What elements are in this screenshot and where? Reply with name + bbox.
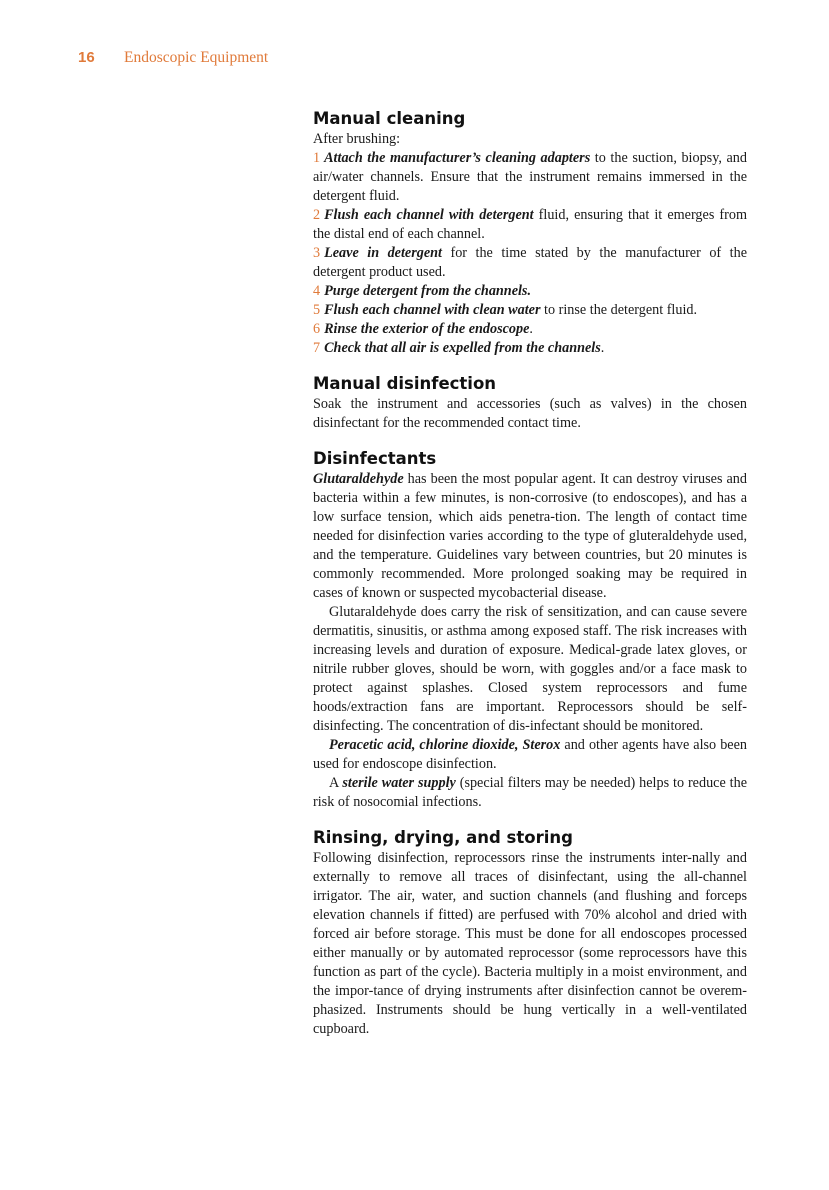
paragraph: Soak the instrument and accessories (such as valves) in the chosen disinfectant for the recommended contact time. — [313, 396, 747, 431]
list-item — [313, 301, 747, 320]
step-emphasis: Check that all air is expelled from the channels — [324, 340, 601, 356]
step-emphasis: Rinse the exterior of the endoscope — [324, 321, 530, 337]
step-number: 7 — [313, 340, 321, 356]
paragraph-text: (special filters may be needed) helps to reduce the risk of nosocomial infections. — [313, 775, 747, 810]
step-number: 2 — [313, 207, 321, 223]
step-number: 3 — [313, 245, 321, 261]
section-disinfectants — [313, 448, 747, 812]
section-heading: Manual disinfection — [313, 374, 497, 393]
paragraph — [313, 470, 747, 603]
term-sterile-water: sterile water supply — [342, 775, 456, 791]
term-other-agents: Peracetic acid, chlorine dioxide, Sterox — [329, 737, 561, 753]
step-emphasis: Flush each channel with detergent — [324, 207, 534, 223]
step-text: for the time stated by the manufacturer of the detergent product used. — [313, 245, 747, 280]
list-item — [313, 282, 747, 301]
chapter-title: Endoscopic Equipment — [124, 49, 269, 66]
step-emphasis: Attach the manufacturer’s cleaning adapters — [324, 150, 591, 166]
step-number: 5 — [313, 302, 321, 318]
section-intro: After brushing: — [313, 131, 401, 147]
list-item — [313, 149, 747, 206]
step-text: . — [600, 340, 605, 356]
step-emphasis: Flush each channel with clean water — [324, 302, 541, 318]
section-rinsing-drying-storing — [313, 827, 747, 1039]
list-item — [313, 339, 747, 358]
term-glutaraldehyde: Glutaraldehyde — [313, 471, 404, 487]
section-heading: Disinfectants — [313, 449, 437, 468]
step-emphasis: Leave in detergent — [324, 245, 442, 261]
page-number: 16 — [78, 49, 95, 66]
list-item — [313, 320, 747, 339]
list-item — [313, 206, 747, 244]
paragraph: Glutaraldehyde does carry the risk of sensitization, and can cause severe dermatitis, sinusitis, or asthma among exposed staff. The risk increases with increasing levels and duration of exposure. Medical-grade latex gloves, or nitrile rubber gloves, should be worn, with goggles and/or a face mask to protect against splashes. Closed system reprocessors and fume hoods/extraction fans are important. Reprocessors should be self-disinfecting. The concentration of dis-infectant should be monitored. — [313, 604, 747, 734]
cleaning-steps-list — [313, 149, 747, 358]
paragraph-text: A — [329, 775, 343, 791]
list-item — [313, 244, 747, 282]
paragraph-text: and other agents have also been used for endoscope disinfection. — [313, 737, 747, 772]
step-number: 4 — [313, 283, 321, 299]
section-heading: Manual cleaning — [313, 109, 466, 128]
paragraph — [313, 736, 747, 774]
step-text: . — [529, 321, 533, 337]
step-text: fluid, ensuring that it emerges from the distal end of each channel. — [313, 207, 747, 242]
main-text-column — [313, 108, 747, 1054]
paragraph: Following disinfection, reprocessors rinse the instruments inter-nally and externally to remove all traces of disinfectant, using the all-channel irrigator. The air, water, and suction channels (and flushing and forceps elevation channels if fitted) are perfused with 70% alcohol and dried with forced air before storage. This must be done for all endoscopes processed either manually or by automated reprocessor (some reprocessors have this function as part of the cycle). Bacteria multiply in a moist environment, and the impor-tance of drying instruments after disinfection cannot be overem-phasized. Instruments should be hung vertically in a well-ventilated cupboard. — [313, 850, 747, 1037]
paragraph — [313, 774, 747, 812]
section-manual-cleaning — [313, 108, 747, 358]
step-emphasis: Purge detergent from the channels. — [324, 283, 531, 299]
paragraph-text: has been the most popular agent. It can destroy viruses and bacteria within a few minutes, is non-corrosive (to endoscopes), and has a low surface tension, which aids penetra-tion. The length of contact time needed for disinfection varies according to the type of gluteraldehyde used, and the temperature. Guidelines vary between countries, but 20 minutes is commonly recommended. More prolonged soaking may be required in cases of known or suspected mycobacterial disease. — [313, 471, 747, 601]
step-number: 6 — [313, 321, 321, 337]
step-text: to the suction, biopsy, and air/water channels. Ensure that the instrument remains immersed in the detergent fluid. — [313, 150, 747, 204]
section-manual-disinfection — [313, 373, 747, 433]
section-heading: Rinsing, drying, and storing — [313, 828, 573, 847]
step-text: to rinse the detergent fluid. — [540, 302, 698, 318]
step-number: 1 — [313, 150, 321, 166]
